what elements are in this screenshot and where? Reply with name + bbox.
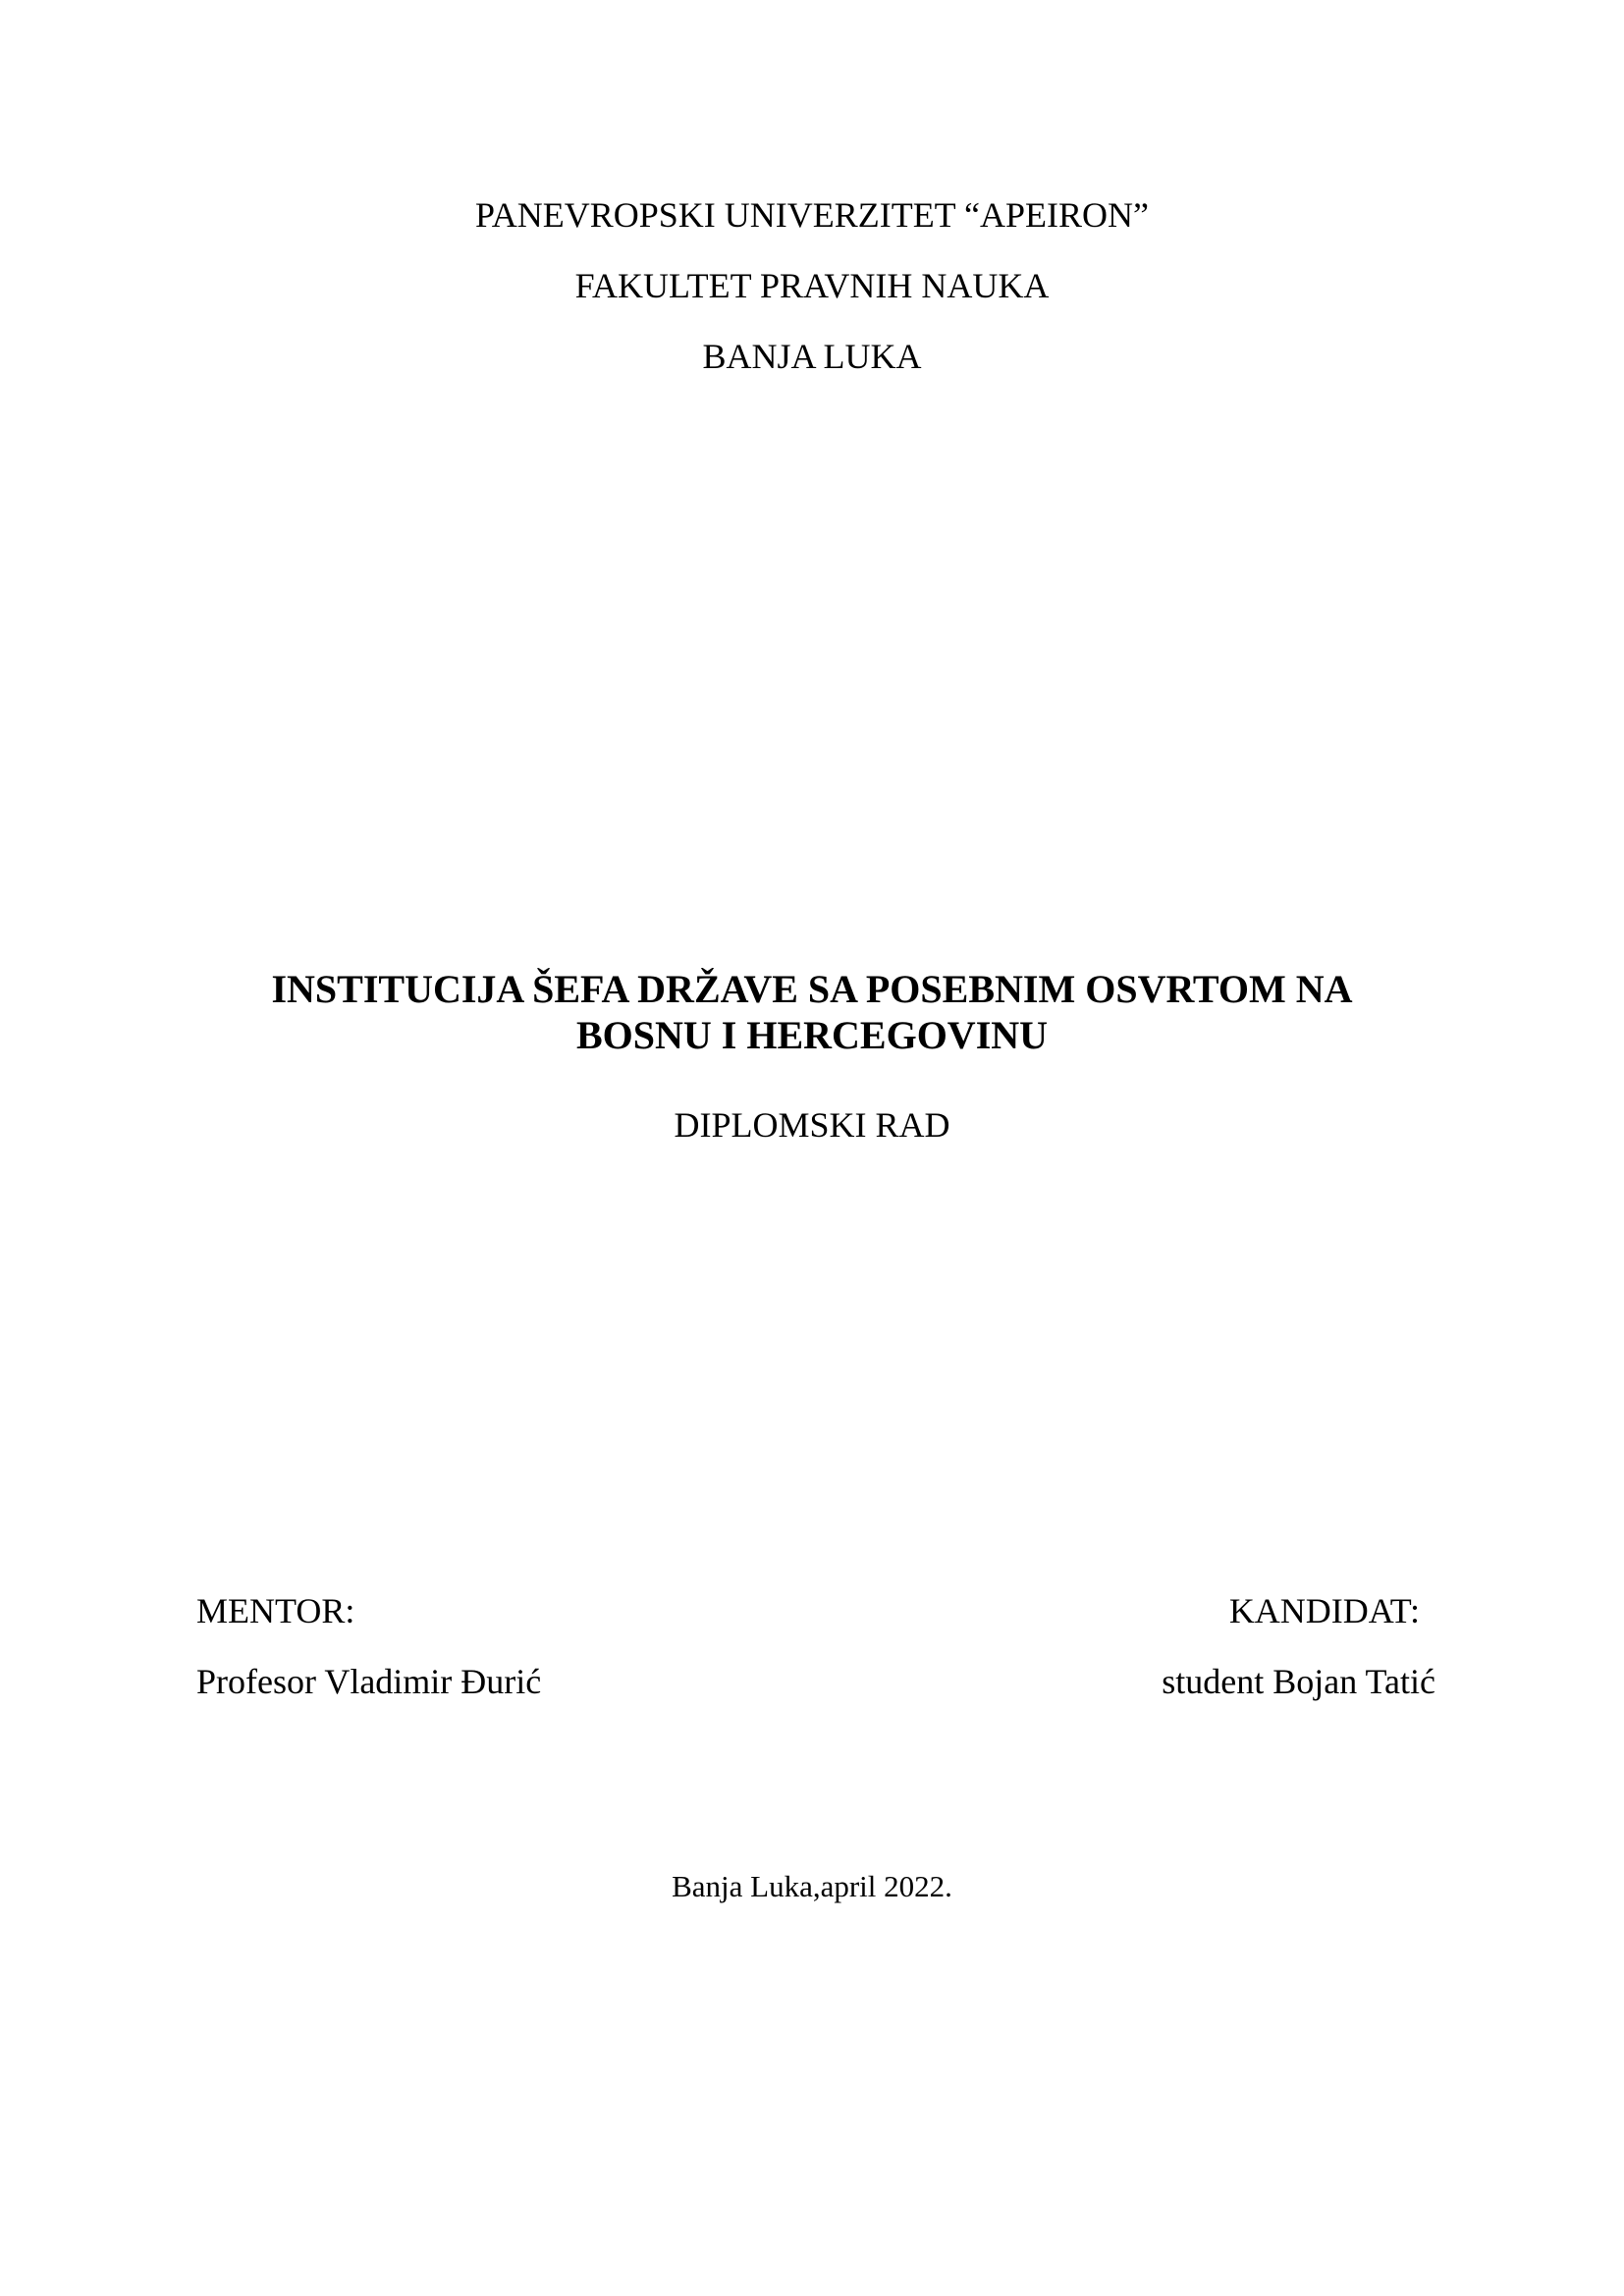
mentor-name: Profesor Vladimir Đurić xyxy=(196,1662,542,1701)
mentor-label: MENTOR: xyxy=(196,1591,355,1630)
place-and-date: Banja Luka,april 2022. xyxy=(672,1869,952,1903)
faculty-name: FAKULTET PRAVNIH NAUKA xyxy=(574,266,1050,305)
candidate-name: student Bojan Tatić xyxy=(1162,1662,1435,1701)
university-name: PANEVROPSKI UNIVERZITET “APEIRON” xyxy=(475,195,1149,235)
thesis-title xyxy=(147,966,1477,1058)
thesis-title-line-2: BOSNU I HERCEGOVINU xyxy=(575,1013,1049,1057)
thesis-title-line-1: INSTITUCIJA ŠEFA DRŽAVE SA POSEBNIM OSVRTOM NA xyxy=(271,967,1353,1011)
thesis-type: DIPLOMSKI RAD xyxy=(674,1105,950,1145)
institution-city: BANJA LUKA xyxy=(702,337,922,376)
candidate-label: KANDIDAT: xyxy=(1228,1591,1420,1630)
